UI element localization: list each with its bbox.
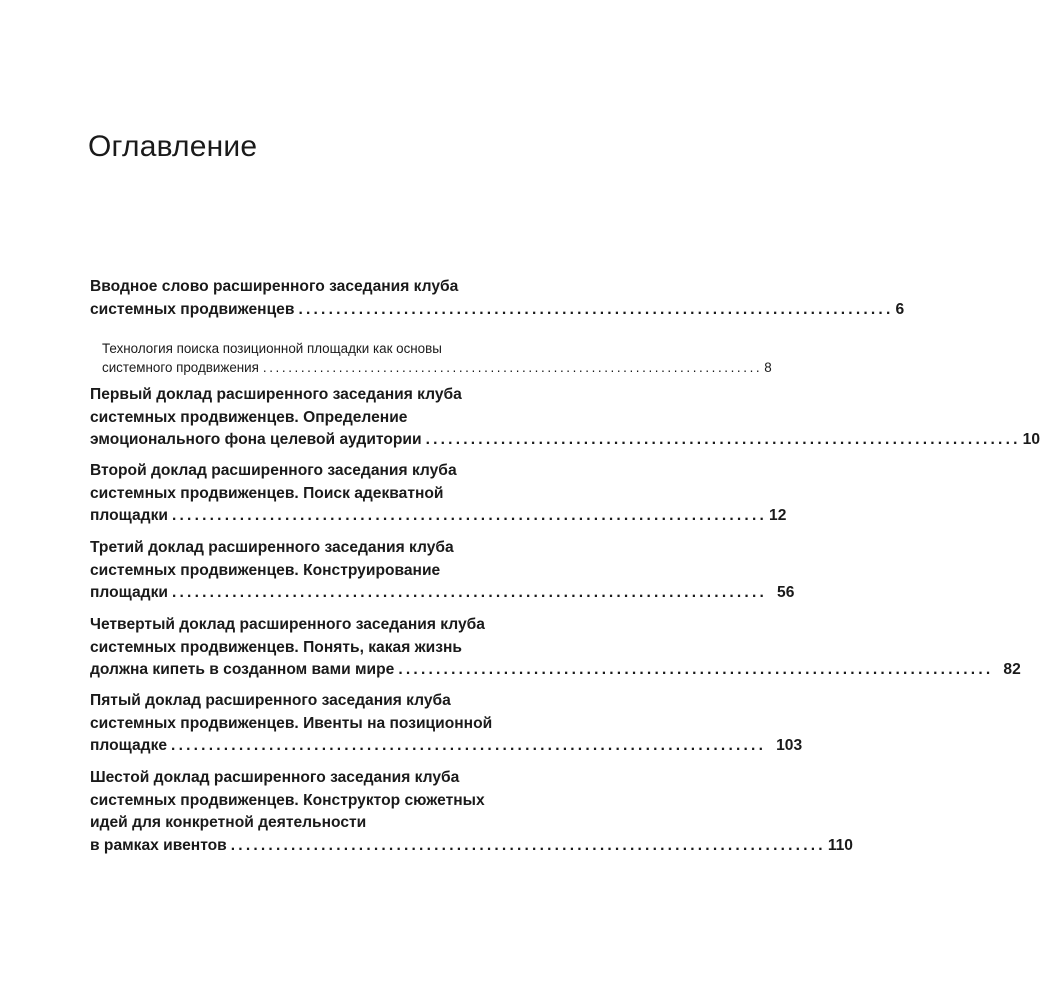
toc-entry-last-line bbox=[90, 735, 803, 758]
toc-entry-line: должна кипеть в созданном вами мире bbox=[90, 661, 395, 678]
page-number: 56 bbox=[777, 584, 795, 601]
dot-leader: ............................................................................... bbox=[171, 737, 767, 754]
toc-entry-fifth-report[interactable] bbox=[90, 690, 803, 758]
toc-entry-third-report[interactable] bbox=[90, 537, 795, 605]
toc-entry-line: системного продвижения bbox=[102, 360, 259, 375]
toc-entry-last-line bbox=[90, 582, 795, 605]
toc-entry-line: Шестой доклад расширенного заседания клуба bbox=[90, 769, 460, 786]
toc-entry-line: площадки bbox=[90, 507, 168, 524]
page-number: 12 bbox=[769, 507, 787, 524]
toc-entry-line: системных продвиженцев. Ивенты на позиционной bbox=[90, 714, 493, 732]
dot-leader: ............................................................................... bbox=[171, 584, 768, 601]
dot-leader: ............................................................................... bbox=[398, 661, 994, 678]
dot-leader: ............................................................................... bbox=[171, 507, 768, 524]
toc-entry-line: системных продвиженцев. Конструктор сюжетных bbox=[90, 791, 485, 809]
page-number: 6 bbox=[895, 300, 905, 318]
toc-entry-line: системных продвиженцев bbox=[90, 300, 295, 318]
toc-entry-last-line bbox=[90, 299, 905, 322]
toc-entry-sixth-report[interactable] bbox=[90, 767, 853, 857]
toc-entry-line: Четвертый доклад расширенного заседания клуба bbox=[90, 616, 485, 633]
toc-entry-intro[interactable] bbox=[90, 276, 905, 321]
page-number: 10 bbox=[1022, 431, 1040, 448]
toc-entry-line: идей для конкретной деятельности bbox=[90, 814, 367, 831]
toc-entry-line: системных продвиженцев. Определение bbox=[90, 408, 408, 426]
toc-entry-last-line bbox=[90, 835, 853, 858]
toc-entry-last-line bbox=[90, 659, 1021, 682]
toc-entry-fourth-report[interactable] bbox=[90, 614, 1021, 682]
toc-entry-first-report[interactable] bbox=[90, 384, 1040, 452]
toc-entry-positional-platform[interactable] bbox=[102, 339, 772, 377]
dot-leader: ............................................................................... bbox=[262, 360, 763, 375]
toc-entry-line: эмоционального фона целевой аудитории bbox=[90, 431, 422, 448]
toc-entry-line: Второй доклад расширенного заседания клуба bbox=[90, 462, 457, 479]
toc-entry-line: системных продвиженцев. Понять, какая жизнь bbox=[90, 638, 463, 656]
page-number: 82 bbox=[1003, 661, 1021, 678]
toc-entry-line: системных продвиженцев. Поиск адекватной bbox=[90, 484, 444, 502]
toc-entry-line: в рамках ивентов bbox=[90, 836, 227, 854]
page-title: Оглавление bbox=[88, 130, 258, 163]
toc-entry-line: площадке bbox=[90, 737, 168, 754]
toc-entry-line: площадки bbox=[90, 584, 168, 601]
page-number: 8 bbox=[764, 360, 772, 375]
dot-leader: ............................................................................... bbox=[425, 431, 1021, 448]
toc-entry-line: Пятый доклад расширенного заседания клуба bbox=[90, 692, 451, 709]
toc-entry-line: Вводное слово расширенного заседания клуба bbox=[90, 278, 459, 295]
dot-leader: ............................................................................... bbox=[298, 300, 894, 318]
toc-entry-last-line bbox=[90, 429, 1040, 452]
toc-entry-last-line bbox=[90, 505, 787, 528]
toc-entry-line: системных продвиженцев. Конструирование bbox=[90, 561, 441, 579]
toc-entry-last-line bbox=[102, 358, 772, 377]
dot-leader: ............................................................................... bbox=[230, 836, 826, 854]
toc-entry-line: Первый доклад расширенного заседания клуба bbox=[90, 386, 462, 403]
page-number: 110 bbox=[827, 836, 853, 854]
toc-entry-second-report[interactable] bbox=[90, 460, 787, 528]
toc-entry-line: Третий доклад расширенного заседания клуба bbox=[90, 539, 454, 556]
toc-entry-line: Технология поиска позиционной площадки как основы bbox=[102, 341, 442, 356]
page-number: 103 bbox=[776, 737, 803, 754]
